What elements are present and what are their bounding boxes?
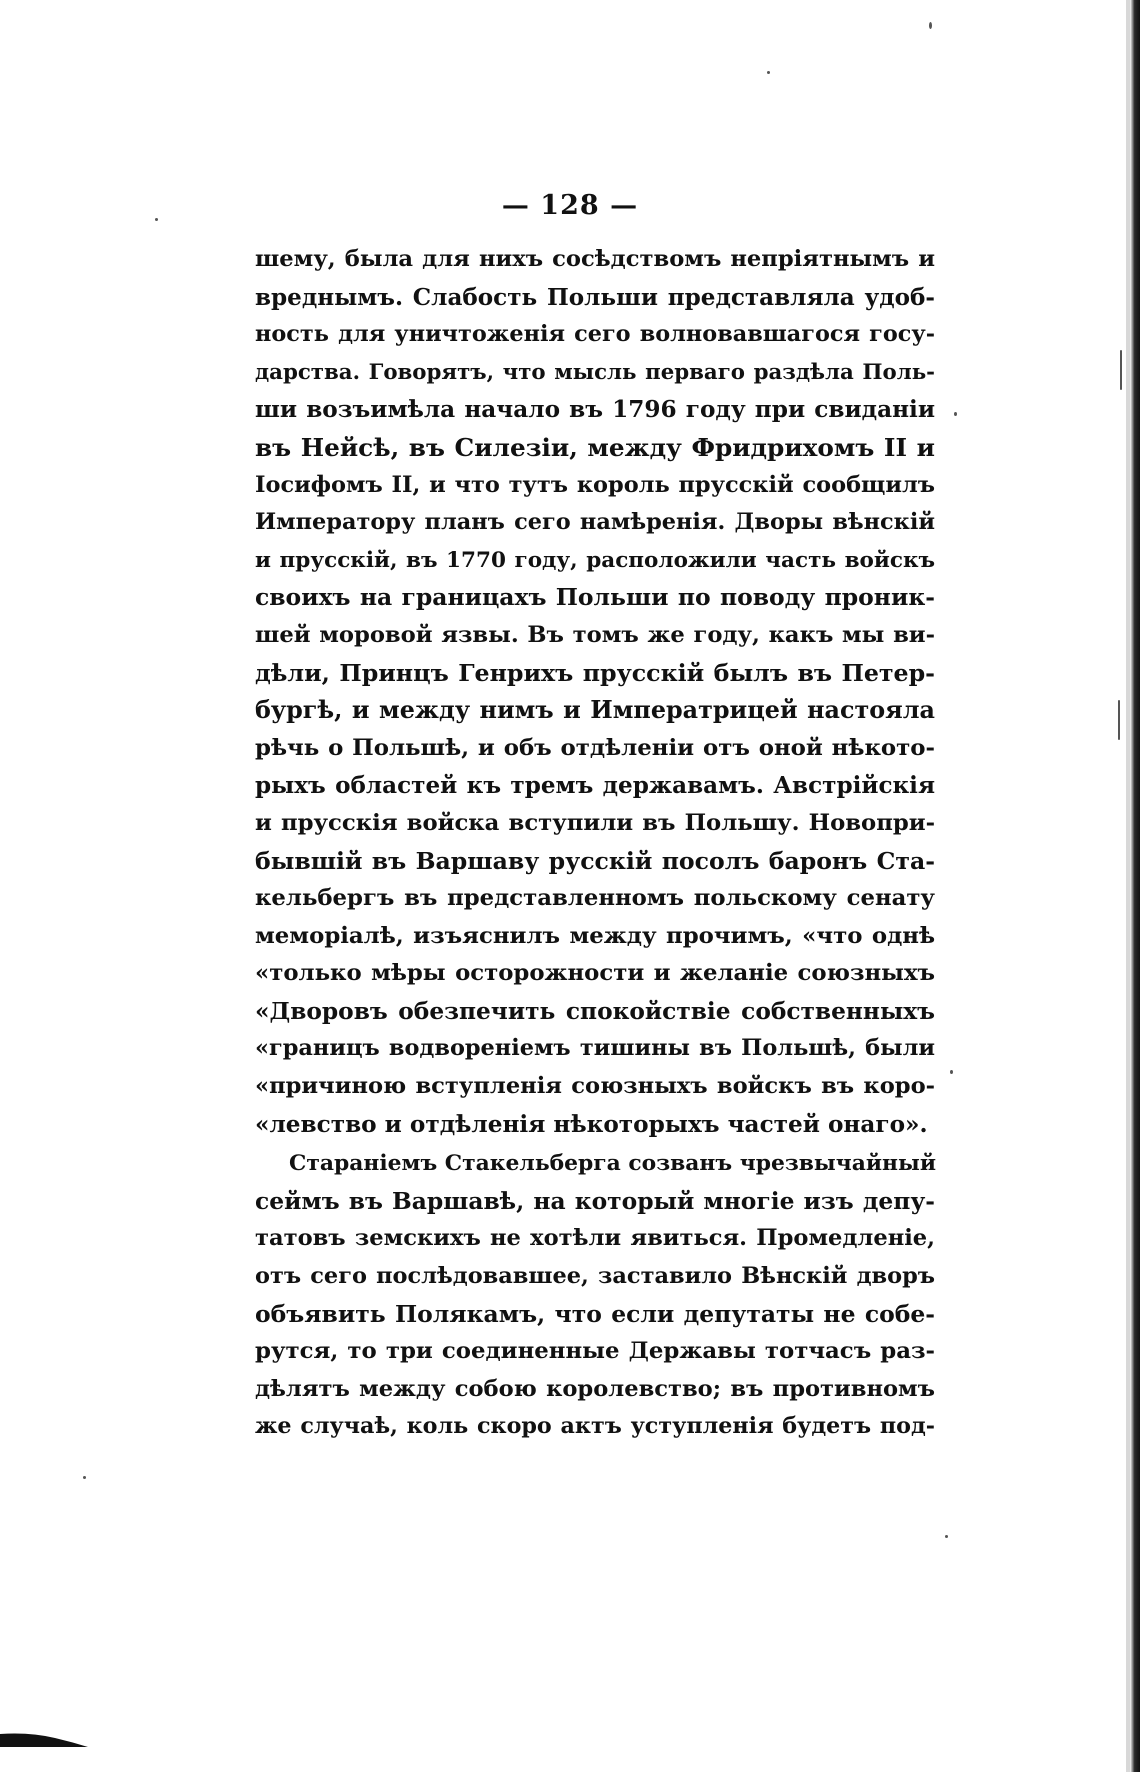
text-line: дѣли, Принцъ Генрихъ прусскій былъ въ Петер- [255,658,935,687]
text-line: «причиною вступленія союзныхъ войскъ въ коро- [255,1073,935,1100]
dust-speck [950,1070,953,1074]
text-line: дѣлятъ между собою королевство; въ противномъ [255,1375,935,1402]
text-line: «только мѣры осторожности и желаніе союзныхъ [255,960,935,987]
text-line: ши возъимѣла начало въ 1796 году при свиданіи [255,396,935,424]
text-line: меморіалѣ, изъяснилъ между прочимъ, «что однѣ [255,922,935,949]
text-line: Императору планъ сего намѣренія. Дворы вѣнскій [255,509,935,536]
dust-speck [954,412,957,416]
text-line: бургѣ, и между нимъ и Императрицей настояла [255,696,935,725]
text-line: «левство и отдѣленія нѣкоторыхъ частей онаго». [255,1110,928,1138]
scan-corner-mark [0,1730,88,1748]
text-line: ность для уничтоженія сего волновавшагося госу- [255,321,935,348]
text-line: Стараніемъ Стакельберга созванъ чрезвычайный [289,1151,937,1177]
text-line: татовъ земскихъ не хотѣли явиться. Промедленіе, [255,1225,935,1252]
page-number: — 128 — [501,190,639,221]
text-line: рутся, то три соединенные Державы тотчасъ раз- [255,1338,935,1365]
text-line: Іосифомъ II, и что тутъ король прусскій сообщилъ [255,471,935,498]
text-line: сеймъ въ Варшавѣ, на который многіе изъ депу- [255,1186,935,1215]
dust-speck [1118,700,1120,740]
dust-speck [929,22,932,29]
text-line: «Дворовъ обезпечить спокойствіе собственныхъ [255,997,935,1025]
text-line: вреднымъ. Слабость Польши представляла удоб- [255,283,935,311]
text-line: дарства. Говорятъ, что мысль перваго раздѣла Поль- [255,359,935,385]
dust-speck [767,71,770,74]
text-line: «границъ водвореніемъ тишины въ Польшѣ, были [255,1035,935,1062]
text-line: бывшій въ Варшаву русскій посолъ баронъ Ста- [255,846,935,875]
text-line: шей моровой язвы. Въ томъ же году, какъ мы ви- [255,621,935,648]
text-line: объявить Полякамъ, что если депутаты не собе- [255,1299,935,1328]
text-line: въ Нейсѣ, въ Силезіи, между Фридрихомъ II и [255,432,935,462]
text-line: своихъ на границахъ Польши по поводу проник- [255,583,935,612]
text-line: и прусскія войска вступили въ Польшу. Новопри- [255,809,935,836]
dust-speck [945,1535,948,1538]
paragraph [255,1145,935,1446]
text-line: кельбергъ въ представленномъ польскому сенату [255,885,935,912]
text-line: рѣчь о Польшѣ, и объ отдѣленіи отъ оной нѣкото- [255,734,935,761]
text-line: же случаѣ, коль скоро актъ уступленія будетъ под- [255,1413,935,1440]
text-line: рыхъ областей къ тремъ державамъ. Австрійскія [255,772,935,800]
body-text [255,241,935,1446]
scan-edge [1130,0,1140,1772]
text-line: шему, была для нихъ сосѣдствомъ непріятнымъ и [255,246,935,272]
text-line: и прусскій, въ 1770 году, расположили часть войскъ [255,547,935,573]
text-line: отъ сего послѣдовавшее, заставило Вѣнскій дворъ [255,1263,935,1290]
dust-speck [1120,350,1122,390]
paragraph [255,241,935,1143]
dust-speck [83,1476,86,1479]
